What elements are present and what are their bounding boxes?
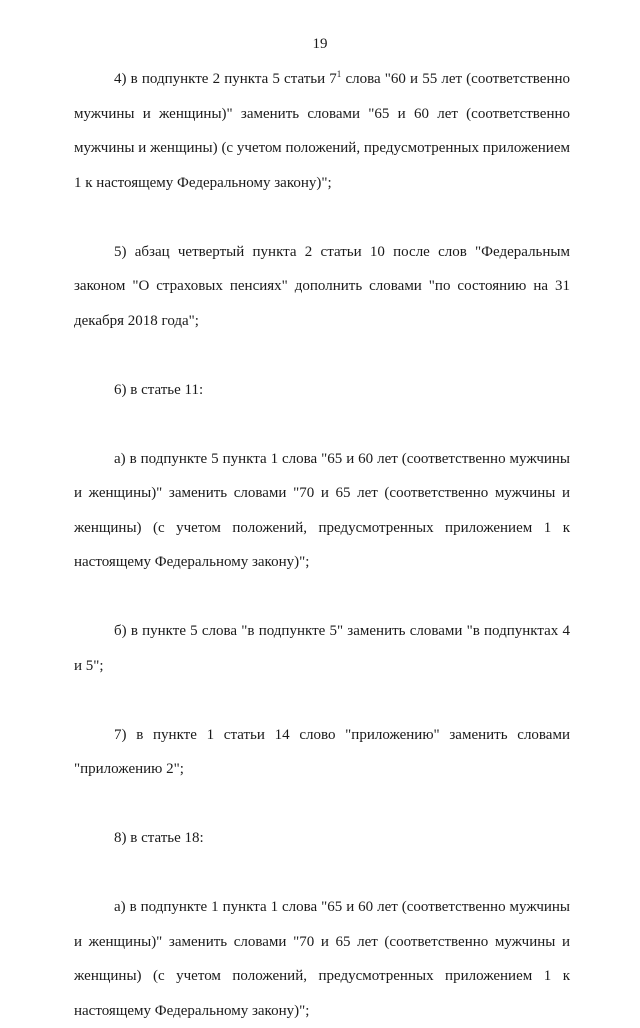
page-number: 19 — [312, 36, 328, 52]
paragraph-item-6-heading: 6) в статье 11: — [114, 381, 204, 398]
paragraph-item-8a: а) в подпункте 1 пункта 1 слова "65 и 60 лет (соответственно мужчины и женщины)" заменить словами "70 и 65 лет (соответственно мужчины и женщины) (с учетом положений, предусмотренных приложением 1 к настоящему Федеральному закону)"; — [74, 899, 570, 1019]
paragraph-item-4 — [74, 62, 570, 200]
paragraph-item-4-text-end: слова "60 и 55 лет (соответственно мужчины и женщины)" заменить словами "65 и 60 лет (соответственно мужчины и женщины) (с учетом положений, предусмотренных приложением 1 к настоящему Федеральному закону)"; — [74, 71, 571, 191]
paragraph-item-7: 7) в пункте 1 статьи 14 слово "приложению" заменить словами "приложению 2"; — [74, 726, 570, 777]
paragraph-item-8-heading: 8) в статье 18: — [114, 830, 204, 846]
paragraph-item-5: 5) абзац четвертый пункта 2 статьи 10 после слов "Федеральным законом "О страховых пенсиях" дополнить словами "по состоянию на 31 декабря 2018 года"; — [74, 243, 570, 329]
document-body — [74, 62, 570, 1028]
superscript-article-index: 1 — [336, 69, 342, 79]
paragraph-item-6a: а) в подпункте 5 пункта 1 слова "65 и 60 лет (соответственно мужчины и женщины)" заменить словами "70 и 65 лет (соответственно мужчины и женщины) (с учетом положений, предусмотренных приложением 1 к настоящему Федеральному закону)"; — [74, 450, 570, 570]
paragraph-item-4-text-start: 4) в подпункте 2 пункта 5 статьи 7 — [114, 71, 337, 87]
paragraph-item-6b: б) в пункте 5 слова "в подпункте 5" заменить словами "в подпунктах 4 и 5"; — [74, 623, 570, 674]
